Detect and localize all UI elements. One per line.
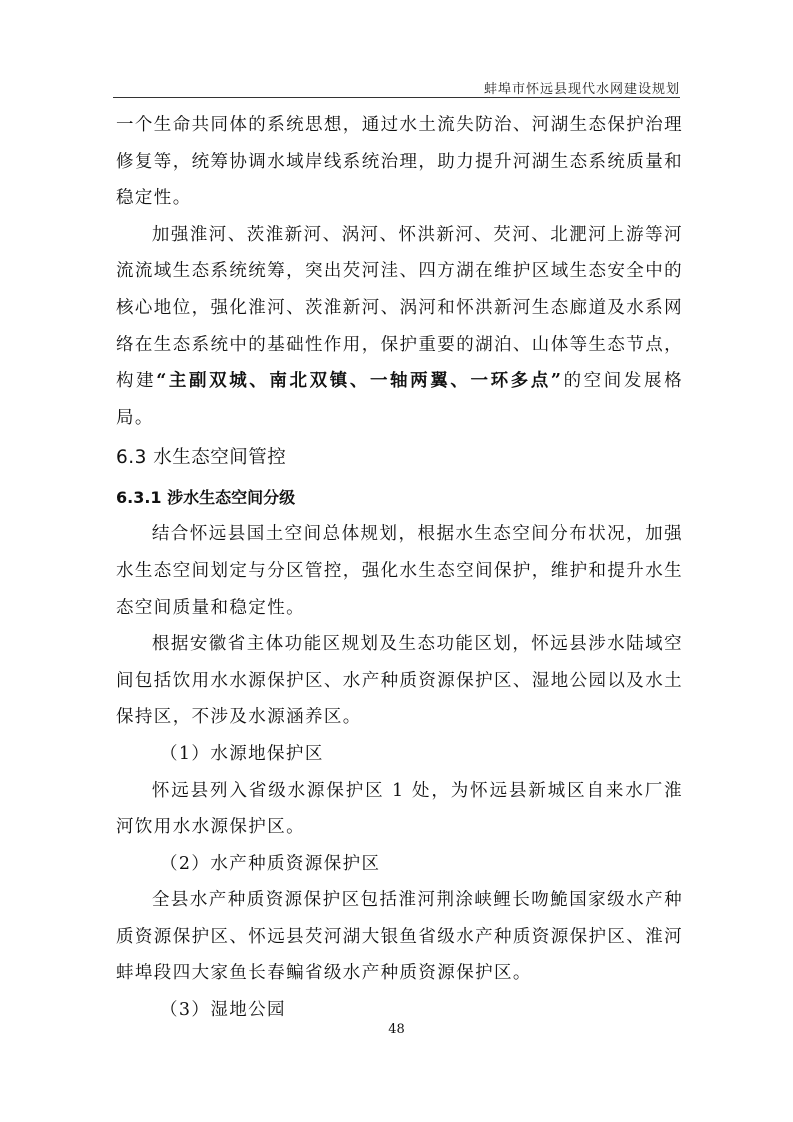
item-2-title: （2）水产种质资源保护区: [160, 853, 381, 874]
paragraph-zones: 根据安徽省主体功能区规划及生态功能区划，怀远县涉水陆域空间包括饮用水水源保护区、水产种质资源保护区、湿地公园以及水土保持区，不涉及水源涵养区。: [116, 634, 683, 728]
paragraph-continued: 一个生命共同体的系统思想，通过水土流失防治、河湖生态保护治理修复等，统筹协调水域岸线系统治理，助力提升河湖生态系统质量和稳定性。: [116, 115, 683, 209]
item-1-title: （1）水源地保护区: [160, 743, 324, 764]
paragraph-plan: 结合怀远县国土空间总体规划，根据水生态空间分布状况，加强水生态空间划定与分区管控，强化水生态空间保护，维护和提升水生态空间质量和稳定性。: [116, 524, 683, 618]
item-1-text: 怀远县列入省级水源保护区 1 处，为怀远县新城区自来水厂淮河饮用水水源保护区。: [116, 780, 683, 838]
item-2-text: 全县水产种质资源保护区包括淮河荆涂峡鲤长吻鮠国家级水产种质资源保护区、怀远县芡河湖大银鱼省级水产种质资源保护区、淮河蚌埠段四大家鱼长春鳊省级水产种质资源保护区。: [116, 890, 683, 984]
item-3-title: （3）湿地公园: [160, 1000, 286, 1021]
running-header: 蚌埠市怀远县现代水网建设规划: [483, 82, 680, 97]
page-body: [116, 107, 683, 1029]
paragraph-rivers: [116, 217, 683, 437]
paragraph-rivers-text: 加强淮河、茨淮新河、涡河、怀洪新河、芡河、北淝河上游等河流流域生态系统统筹，突出芡河洼、四方湖在维护区域生态安全中的核心地位，强化淮河、茨淮新河、涡河和怀洪新河生态廊道及水系网络在生态系统中的基础性作用，保护重要的湖泊、山体等生态节点，构建: [116, 224, 683, 392]
subsection-heading: 6.3.1 涉水生态空间分级: [116, 488, 296, 508]
paragraph-rivers-emphasis: “主副双城、南北双镇、一轴两翼、一环多点”: [156, 371, 563, 392]
section-heading: 6.3 水生态空间管控: [116, 447, 287, 469]
paragraph-rivers-end: 的空间发展格局。: [116, 371, 683, 428]
page-number: 48: [388, 1022, 405, 1037]
header-divider: [113, 97, 680, 98]
